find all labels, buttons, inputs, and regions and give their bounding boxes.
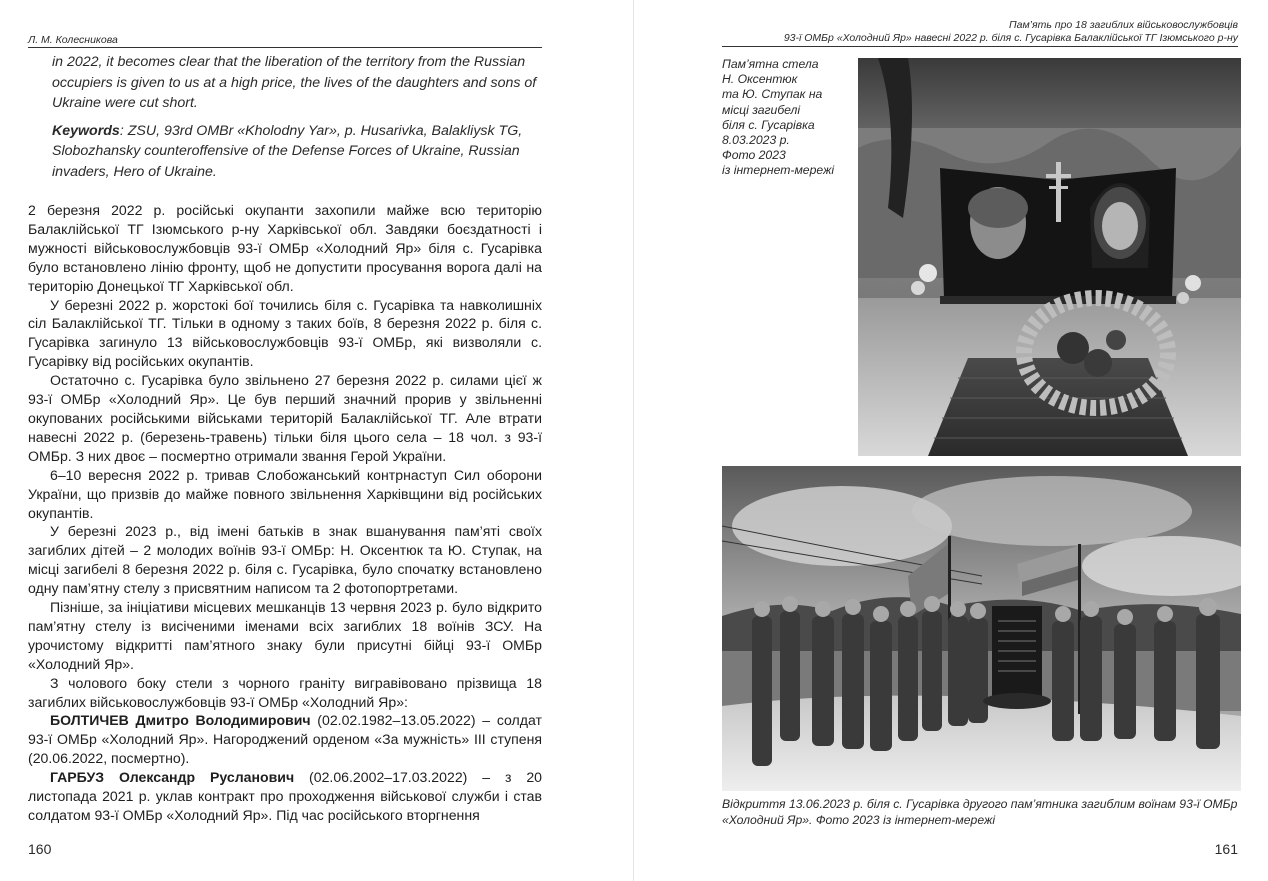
running-head-author: Л. М. Колесникова bbox=[28, 34, 118, 46]
paragraph: 2 березня 2022 р. російські окупанти захопили майже всю територію Балаклійської ТГ Ізюмського р-ну Харківської обл. Завдяки боєздатності і мужності військовослужбовців 93-ї ОМБр «Холодний Яр» біля с. Гусарівка було встановлено лінію фронту, щоб не допустити просування ворога далі на територію Донецької ТГ Харківської обл. bbox=[28, 202, 542, 294]
paragraph: З чолового боку стели з чорного граніту вигравівовано прізвища 18 загиблих військовослужбовців 93-ї ОМБр «Холодний Яр»: bbox=[28, 674, 542, 710]
ceremony-photo-drawing bbox=[722, 466, 1241, 791]
caption-line: та Ю. Ступак на bbox=[722, 87, 823, 102]
header-rule bbox=[722, 46, 1238, 47]
paragraph: 6–10 вересня 2022 р. тривав Слобожанський контрнаступ Сил оборони України, що призвів до майже повного звільнення Харківщини від російських окупантів. bbox=[28, 466, 542, 521]
soldier-name: ГАРБУЗ Олександр Русланович bbox=[50, 769, 295, 786]
running-head-line: Пам’ять про 18 загиблих військовослужбовців bbox=[1009, 19, 1238, 31]
biography-entry bbox=[28, 711, 542, 768]
paragraph: Пізніше, за ініціативи місцевих мешканців 13 червня 2023 р. було відкрито пам’ятну стелу із висіченими іменами всіх загиблих 18 воїнів ЗСУ. На урочистому відкритті пам’ятного знаку були присутні бійці 93-ї ОМБр «Холодний Яр». bbox=[28, 599, 542, 672]
caption-line: Фото 2023 bbox=[722, 148, 786, 163]
paragraph: Остаточно с. Гусарівка було звільнено 27 березня 2022 р. силами цієї ж 93-ї ОМБр «Холодний Яр». Це був перший значний прорив у звільненні окупованих російськими військами територій Балаклійської ТГ. Але втрати навесні 2022 р. (березень-травень) тільки біля цього села – 18 чол. з 93-ї ОМБр. З них двоє – посмертно отримали звання Герой України. bbox=[28, 372, 542, 464]
keywords bbox=[52, 121, 544, 183]
english-abstract bbox=[52, 52, 544, 189]
paragraph: У березні 2022 р. жорстокі бої точились біля с. Гусарівка та навколишніх сіл Балаклійської ТГ. Тільки в одному з таких боїв, 8 березня 2022 р. біля с. Гусарівка загинуло 13 військовослужбовців 93-ї ОМБр, які визволяли с. Гусарівку від російських окупантів. bbox=[28, 296, 542, 370]
caption-line: Н. Оксентюк bbox=[722, 72, 798, 87]
stele-photo-drawing bbox=[858, 58, 1241, 456]
right-page bbox=[634, 0, 1268, 881]
paragraph: У березні 2023 р., від імені батьків в знак вшанування пам’яті своїх загиблих дітей – 2 молодих воїнів 93-ї ОМБр: Н. Оксентюк та Ю. Ступак, на місці загибелі 8 березня 2022 р. біля с. Гусарівка, було спочатку встановлено одну пам’ятну стелу з присвятним написом та 2 фотопортретами. bbox=[28, 523, 542, 597]
memorial-stele-photo bbox=[858, 58, 1241, 456]
caption-line: біля с. Гусарівка bbox=[722, 117, 815, 132]
article-body bbox=[28, 201, 542, 825]
photo-caption-ceremony: Відкриття 13.06.2023 р. біля с. Гусарівка другого пам’ятника загиблим воїнам 93-ї ОМБр «Холодний Яр». Фото 2023 із інтернет-мережі bbox=[722, 797, 1238, 827]
running-head-line: 93-ї ОМБр «Холодний Яр» навесні 2022 р. біля с. Гусарівка Балаклійської ТГ Ізюмського р-ну bbox=[783, 31, 1238, 44]
soldier-name: БОЛТИЧЕВ Дмитро Володимирович bbox=[50, 712, 311, 729]
keywords-text: : ZSU, 93rd OMBr «Kholodny Yar», p. Husarivka, Balakliysk TG, Slobozhansky counteroffensive of the Defense Forces of Ukraine, Russian invaders, Hero of Ukraine. bbox=[52, 122, 523, 180]
photo-caption-stele bbox=[722, 57, 852, 179]
keywords-label: Keywords bbox=[52, 122, 120, 139]
caption-line: із інтернет-мережі bbox=[722, 163, 835, 178]
running-head-title bbox=[678, 19, 1238, 44]
page-number: 160 bbox=[28, 841, 52, 857]
biography-text: (02.02.1982–13.05.2022) – солдат 93-ї ОМБр «Холодний Яр». Нагороджений орденом «За мужність» III ступеня (20.06.2022, посмертно). bbox=[28, 712, 542, 767]
unveiling-ceremony-photo bbox=[722, 466, 1241, 791]
page-number: 161 bbox=[1214, 841, 1238, 857]
caption-line: місці загибелі bbox=[722, 102, 801, 117]
biography-text: (02.06.2002–17.03.2022) – з 20 листопада 2021 р. уклав контракт про проходження військової служби і став солдатом 93-ї ОМБр «Холодний Яр». Під час російського вторгнення bbox=[28, 769, 542, 823]
abstract-text: in 2022, it becomes clear that the liberation of the territory from the Russian occupiers is given to us at a high price, the lives of the daughters and sons of Ukraine were cut short. bbox=[52, 54, 537, 111]
biography-entry bbox=[28, 768, 542, 825]
caption-line: 8.03.2023 р. bbox=[722, 133, 790, 148]
caption-line: Пам’ятна стела bbox=[722, 57, 819, 71]
header-rule bbox=[28, 47, 542, 48]
